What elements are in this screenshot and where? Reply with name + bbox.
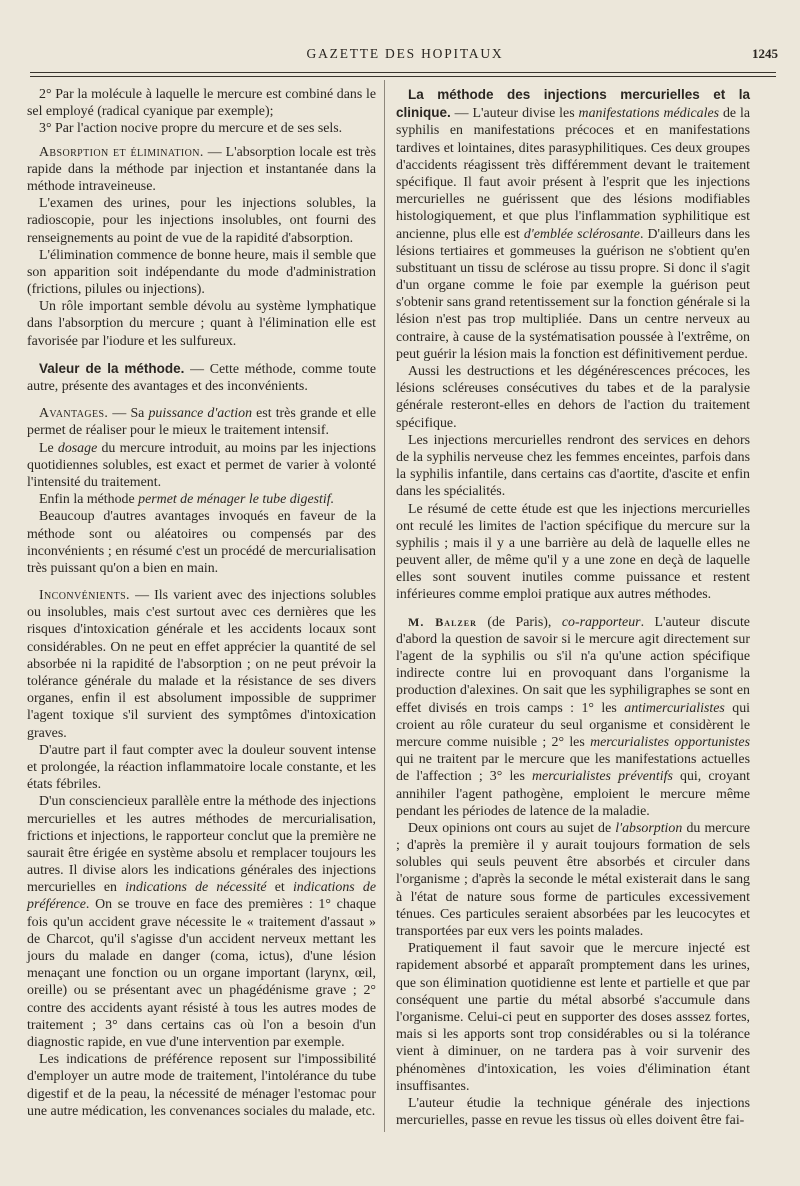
paragraph [27, 793, 376, 1051]
author-name: M. Balzer [408, 614, 477, 629]
page-number: 1245 [752, 46, 778, 61]
paragraph: Un rôle important semble dévolu au système lymphatique dans l'absorption du mercure ; quant à l'élimination elle est favorisée par l'iodure et les sulfureux. [27, 299, 376, 349]
section-heading: Absorption et élimination. [39, 144, 204, 160]
column-divider [384, 80, 385, 1132]
left-column [27, 86, 376, 1120]
paragraph-text: Enfin la méthode [39, 492, 139, 508]
paragraph-inconvenients [27, 587, 376, 742]
paragraph-text: du mercure introduit, au moins par les injections quotidiennes solubles, est exact et permet de varier à volonté l'intensité du traitement. [27, 440, 377, 490]
paragraph-text: et [266, 880, 293, 896]
paragraph-avantages [27, 405, 376, 439]
paragraph [27, 491, 376, 508]
italic-term: permet de ménager le tube digestif. [138, 492, 335, 508]
section-heading: La méthode des injections mercurielles et la clinique. [396, 87, 750, 121]
paragraph-text: — Cette méthode, comme toute autre, présente des avantages et des inconvénients. [27, 361, 377, 394]
right-column [396, 86, 750, 1129]
paragraph-text: (de Paris), [476, 614, 562, 630]
italic-term: mercurialistes préventifs [532, 769, 673, 785]
paragraph-text: du mercure ; d'après la première il y aurait toujours formation de sels solubles qui seuls peuvent être absorbés et circuler dans l'organisme ; d'après la seconde le métal existerait dans le sang à l'état de nature sous forme de particules excessivement ténues. Ces particules seraient absorbées par les leucocytes et transportées par eux vers les points malades. [396, 820, 750, 939]
paragraph-text: qui ne traitent par le mercure que les manifestations actuelles de l'affection ; 3° les [396, 752, 750, 785]
paragraph-text: est très grande et elle permet de réaliser pour le mieux le traitement intensif. [27, 406, 376, 439]
paragraph: Aussi les destructions et les dégénérescences précoces, les lésions scléreuses consécutives du tabes et de la paralysie générale resteront-elles en dehors de l'action du traitement spécifique. [396, 364, 750, 431]
header-rule-thin [30, 76, 776, 77]
italic-term: indications de nécessité [125, 880, 267, 896]
italic-term: l'absorption [615, 820, 683, 836]
paragraph-text: — L'auteur divise les [450, 106, 579, 122]
paragraph-text: — Sa [108, 406, 149, 422]
paragraph-text: . On se trouve en face des premières : 1° chaque fois qu'un accident grave nécessite le « traitement d'assaut » de Charcot, qu'il s'agisse d'un accident nerveux mettant les jours du malade en danger (coma, ictus), d'une lésion menaçant une fonction ou un organe important (larynx, œil, oreille) ou se présentant avec un phagédénisme grave ; 2° contre des accidents ayant résisté à tous les autres modes de traitement ; 3° dans certains cas où l'on a besoin d'un diagnostic rapide, en vue d'une intervention par exemple. [27, 897, 376, 1050]
paragraph: Les indications de préférence reposent sur l'impossibilité d'employer un autre mode de traitement, l'intolérance du tube digestif et de la peau, la nécessité de ménager l'estomac pour une autre médication, les convenances sociales du malade, etc. [27, 1052, 376, 1119]
paragraph [27, 440, 376, 492]
italic-term: puissance d'action [148, 406, 253, 422]
paragraph: L'élimination commence de bonne heure, mais il semble que son apparition soit indépendante du mode d'administration (frictions, pilules ou injections). [27, 247, 376, 298]
italic-term: indications de préférence [27, 880, 376, 913]
paragraph: 3° Par l'action nocive propre du mercure et de ses sels. [39, 121, 343, 137]
paragraph-text: — L'absorption locale est très rapide dans la méthode par injection et instantanée dans la méthode intraveineuse. [27, 144, 376, 194]
paragraph: Beaucoup d'autres avantages invoqués en faveur de la méthode sont ou aléatoires ou compensés par des inconvénients ; en résumé c'est un procédé de mercurialisation très puissant qu'on a bien en main. [27, 509, 376, 576]
paragraph-text: qui, croyant annihiler l'agent pathogène, emploient le mercure même pendant les périodes de latence de la maladie. [396, 769, 750, 819]
paragraph: L'examen des urines, pour les injections solubles, la radioscopie, pour les injections insolubles, ont fourni des renseignements au point de vue de la rapidité d'absorption. [27, 196, 376, 246]
paragraph-text: qui croient au rôle curateur du seul organisme et considèrent le mercure comme nuisible ; 2° les [396, 700, 751, 750]
paragraph-text: Le [39, 440, 58, 456]
paragraph-text: . D'ailleurs dans les lésions tertiaires et gommeuses la guérison ne s'obtient qu'en substituant un tissu de sclérose au tissu propre. Si donc il s'agit d'un organe comme le foie par exemple la guérison peut s'obtenir sans grand retentissement sur la fonction générale si la lésion n'est pas trop multipliée. Dans un centre nerveux au contraire, à cause de la systématisation poussée à l'extrême, on peut guérir la lésion mais la fonction est définitivement perdue. [396, 226, 750, 362]
italic-term: dosage [57, 440, 98, 456]
paragraph-text: — Ils varient avec des injections solubles ou insolubles, mais c'est surtout avec ces dernières que les risques d'intoxication générale et les accidents locaux sont considérables. On ne peut en effet apprécier la quantité de sel absorbée ni la rapidité de l'absorption ; on ne peut prévoir la tolérance générale du malade et la résistance de ses divers organes, enfin il est absolument impossible de supprimer l'agent toxique s'il survient des symptômes d'intoxication graves. [27, 588, 376, 741]
paragraph-text: Deux opinions ont cours au sujet de [408, 820, 616, 836]
paragraph: L'auteur étudie la technique générale des injections mercurielles, passe en revue les tissus où elles doivent être fai- [396, 1095, 750, 1129]
paragraph: Les injections mercurielles rendront des services en dehors de la syphilis nerveuse chez les femmes enceintes, parfois dans la syphilis infantile, dans certains cas d'aortite, d'ascite et enfin dans les spécialités. [396, 432, 750, 500]
italic-term: antimercurialistes [624, 700, 725, 716]
paragraph: Pratiquement il faut savoir que le mercure injecté est rapidement absorbé et apparaît promptement dans les urines, que son élimination quotidienne est lente et partielle et que par conséquent une partie du métal absorbé s'accumule dans l'organisme. Celui-ci peut en supporter des doses asssez fortes, mais si les apports sont trop considérables ou si la tolérance vient à diminuer, on ne tardera pas à voir survenir des phénomènes d'intoxication, les voies d'élimination étant insuffisantes. [396, 941, 750, 1094]
header-rule-thick [30, 72, 776, 73]
italic-term: mercurialistes opportunistes [590, 734, 750, 750]
section-heading: Avantages. [39, 406, 109, 422]
section-heading: Valeur de la méthode. [39, 360, 185, 376]
section-heading: Inconvénients. [39, 588, 130, 604]
paragraph-text: D'un consciencieux parallèle entre la méthode des injections mercurielles et les autres méthodes de mercurialisation, frictions et injections, le rapporteur conclut que la première ne saurait être érigée en système absolu et remplacer toujours les autres. Il divise alors les indications générales des injections mercurielles en [27, 794, 376, 896]
italic-term: manifestations médicales [578, 106, 720, 122]
paragraph-clinique [396, 86, 750, 363]
paragraph-valeur [27, 360, 376, 395]
italic-term: co-rapporteur [561, 614, 641, 630]
running-title: GAZETTE DES HOPITAUX [306, 46, 504, 61]
paragraph: Le résumé de cette étude est que les injections mercurielles ont reculé les limites de l'action spécifique du mercure sur la syphilis ; mais il y a une barrière au delà de laquelle elles ne peuvent aller, de même qu'il y a une zone en deçà de laquelle elles sont souvent inutiles comme puissance et restent inférieures comme emploi pratique aux autres méthodes. [396, 501, 750, 603]
paragraph-absorption [27, 144, 376, 196]
paragraph-balzer [396, 614, 750, 820]
italic-term: d'emblée sclérosante [523, 226, 640, 242]
paragraph-text: . L'auteur discute d'abord la question de savoir si le mercure agit directement sur l'agent de la syphilis ou s'il n'a qu'une action spécifique indirecte contre lui en provoquant dans l'organisme la production d'alexines. On sait que les syphiligraphes se sont en effet divisés en trois camps : 1° les [396, 614, 750, 716]
paragraph: 2° Par la molécule à laquelle le mercure est combiné dans le sel employé (radical cyanique par exemple); [27, 87, 376, 120]
page-header [28, 44, 782, 66]
paragraph: D'autre part il faut compter avec la douleur souvent intense et prolongée, la réaction inflammatoire locale constante, et les états fébriles. [27, 742, 376, 793]
paragraph [396, 820, 750, 940]
paragraph-text: de la syphilis en manifestations précoces et en manifestations tardives et lointaines, dites parasyphilitiques. Ces deux groupes d'accidents réagissent très différemment devant le traitement spécifique. Il faut avoir présent à l'esprit que les injections mercurielles ne guérissent que des lésions modifiables histologiquement, et que plus l'inflammation syphilitique est ancienne, plus elle est [396, 106, 750, 242]
